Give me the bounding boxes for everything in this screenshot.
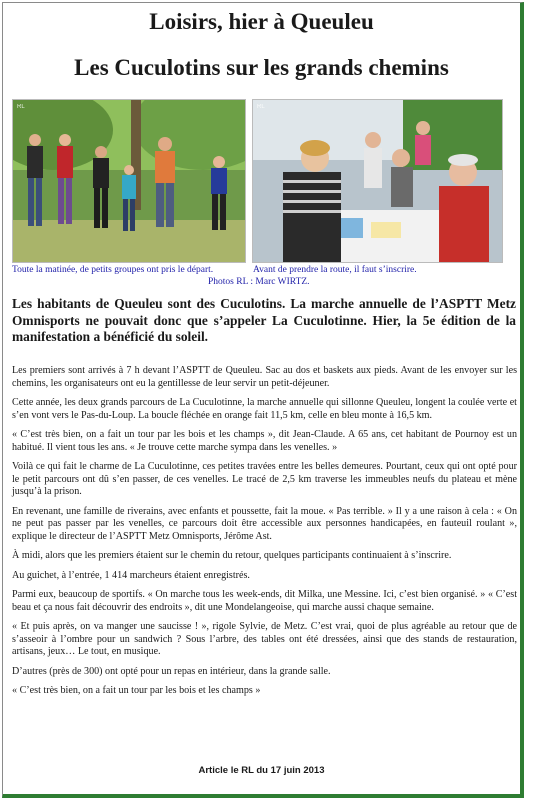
photo-registration-image (253, 100, 502, 262)
paragraph: D’autres (près de 300) ont opté pour un repas en intérieur, dans la grande salle. (12, 665, 331, 677)
paragraph: Parmi eux, beaucoup de sportifs. « On marche tous les week-ends, dit Milka, une Messine. Ici, c’est bien organisé. » « C’est beau et ça nous fait découvrir des endroits », dit une Mondelangeoise, qui marche aussi chaque semaine. (12, 589, 517, 613)
headline-kicker: Loisirs, hier à Queuleu (149, 9, 374, 34)
headline-main: Les Cuculotins sur les grands chemins (74, 55, 449, 80)
article-page (2, 2, 524, 798)
paragraph: Voilà ce qui fait le charme de La Cuculotinne, ces petites travées entre les belles demeures. Pourtant, ceux qui ont opté pour le petit parcours ont dû s’en passer, de ces venelles. Le tracé de 2,5 km traverse les immeubles neufs du plateau et mène jusqu’à la prison. (12, 461, 517, 497)
paragraph: À midi, alors que les premiers étaient sur le chemin du retour, quelques participants continuaient à s’inscrire. (12, 550, 452, 561)
paragraph: « C’est très bien, on a fait un tour par les bois et les champs » (12, 685, 261, 696)
paragraph: Cette année, les deux grands parcours de La Cuculotinne, la marche annuelle qui sillonne Queuleu, longent la coulée verte et s’en vont vers le Pas-du-Loup. La boucle fléchée en orange fait 11,5 km, celle en bleu monte à 16,5 km. (12, 397, 517, 421)
photo-caption-right: Avant de prendre la route, il faut s’inscrire. (253, 265, 417, 275)
photo-watermark-right: RL (257, 104, 265, 110)
paragraph: « C’est très bien, on a fait un tour par les bois et les champs », dit Jean-Claude. A 65 ans, cet habitant de Pournoy est un habitué. Il vient tous les ans. « Je trouve cette marche sympa dans les venelles. » (12, 429, 517, 453)
paragraph: « Et puis après, on va manger une saucisse ! », rigole Sylvie, de Metz. C’est vrai, quoi de plus agréable au retour que de s’asseoir à l’ombre pour un sandwich ? Sous l’arbre, des tables ont été dressées, ainsi que des stands de restauration, artisans, jeux… Le tout, en musique. (12, 621, 517, 657)
article-source: Article le RL du 17 juin 2013 (198, 765, 325, 776)
photo-registration (252, 99, 503, 263)
photo-walkers-image (13, 100, 245, 262)
paragraph: En revenant, une famille de riverains, avec enfants et poussette, fait la moue. « Pas terrible. » Il y a une raison à cela : « On ne peut pas passer par les venelles, ce parcours doit être accessible aux personnes handicapées, en fauteuil roulant », explique le directeur de l’ASPTT Metz Omnisports, Jérôme Ast. (12, 505, 517, 542)
photo-credit: Photos RL : Marc WIRTZ. (208, 277, 310, 287)
paragraph: Les premiers sont arrivés à 7 h devant l’ASPTT de Queuleu. Sac au dos et baskets aux pieds. Avant de les envoyer sur les chemins, les organisateurs ont eu la gentillesse de leur servir un petit-déjeuner. (12, 365, 517, 389)
paragraph: Au guichet, à l’entrée, 1 414 marcheurs étaient enregistrés. (12, 569, 250, 581)
article-lede: Les habitants de Queuleu sont des Cuculotins. La marche annuelle de l’ASPTT Metz Omnisports ne pouvait donc que s’appeler La Cuculotinne. Hier, la 5e édition de la manifestation a bénéficié du soleil. (12, 296, 516, 344)
article-body (12, 365, 517, 705)
photo-caption-left: Toute la matinée, de petits groupes ont pris le départ. (12, 265, 214, 275)
photo-watermark: RL (17, 104, 25, 110)
photo-walkers (12, 99, 246, 263)
